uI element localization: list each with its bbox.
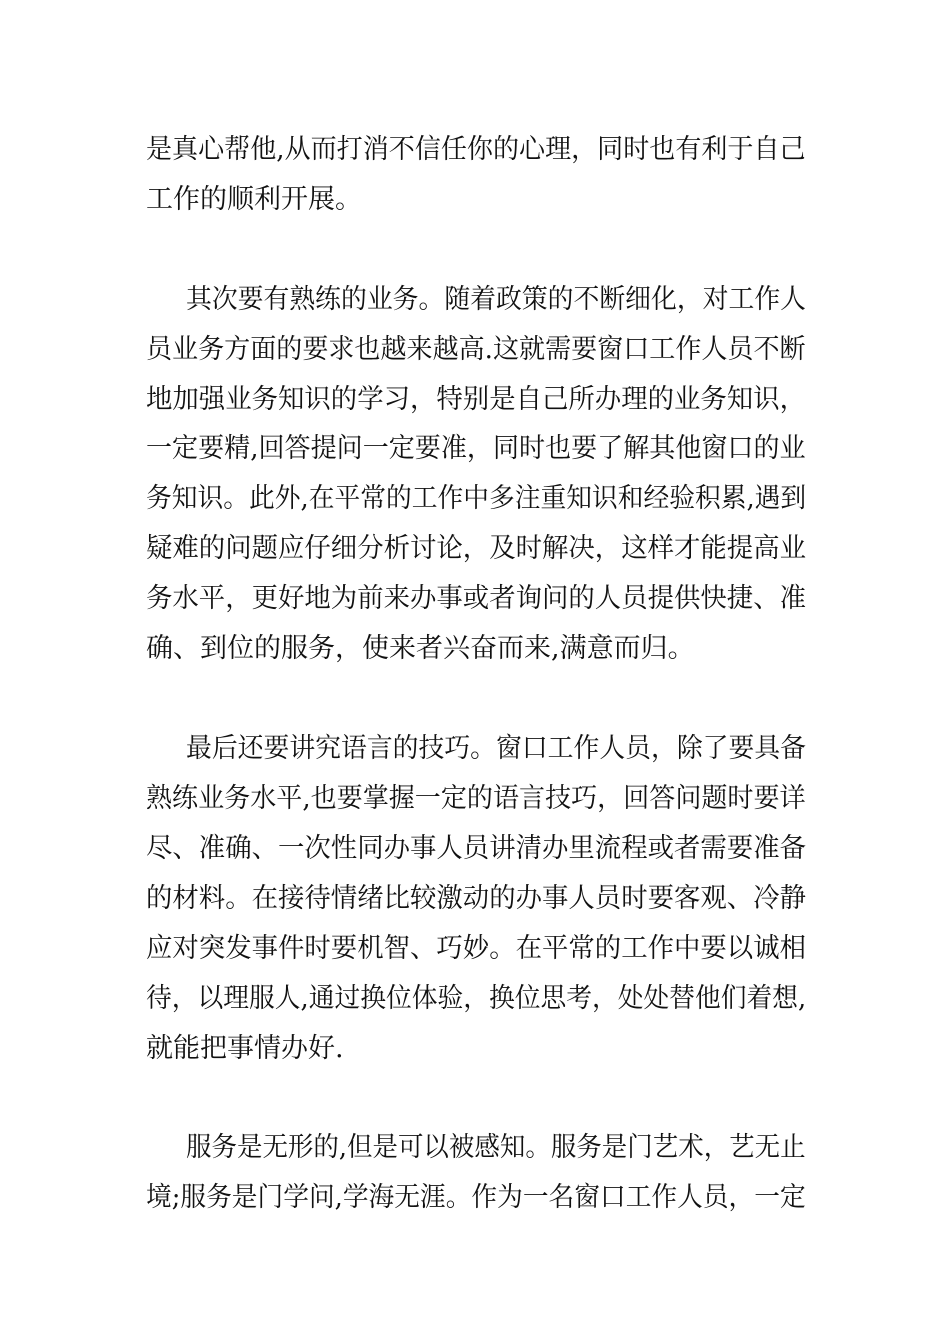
text-line: 其次要有熟练的业务。随着政策的不断细化，对工作人: [186, 284, 807, 315]
text-line: 境;服务是门学问,学海无涯。作为一名窗口工作人员，一定: [146, 1182, 806, 1213]
text-line: 就能把事情办好.: [146, 1033, 344, 1064]
text-line: 地加强业务知识的学习，特别是自己所办理的业务知识，: [146, 384, 807, 415]
text-line: 一定要精,回答提问一定要准，同时也要了解其他窗口的业: [146, 433, 806, 464]
text-line: 疑难的问题应仔细分析讨论，及时解决，这样才能提高业: [146, 533, 807, 564]
text-line: 服务是无形的,但是可以被感知。服务是门艺术，艺无止: [186, 1132, 806, 1163]
text-line: 应对突发事件时要机智、巧妙。在平常的工作中要以诚相: [146, 933, 807, 964]
text-line: 最后还要讲究语言的技巧。窗口工作人员，除了要具备: [186, 733, 807, 764]
text-line: 员业务方面的要求也越来越高.这就需要窗口工作人员不断: [146, 334, 806, 365]
text-line: 熟练业务水平,也要掌握一定的语言技巧，回答问题时要详: [146, 783, 806, 814]
text-line: 尽、准确、一次性同办事人员讲清办里流程或者需要准备: [146, 833, 807, 864]
text-line: 工作的顺利开展。: [146, 184, 362, 215]
text-line: 的材料。在接待情绪比较激动的办事人员时要客观、冷静: [146, 883, 807, 914]
text-line: 确、到位的服务，使来者兴奋而来,满意而归。: [146, 633, 695, 664]
text-line: 待，以理服人,通过换位体验，换位思考，处处替他们着想,: [146, 983, 807, 1014]
text-line: 是真心帮他,从而打消不信任你的心理，同时也有利于自己: [146, 134, 806, 165]
text-line: 务知识。此外,在平常的工作中多注重知识和经验积累,遇到: [146, 483, 807, 514]
text-line: 务水平，更好地为前来办事或者询问的人员提供快捷、准: [146, 583, 807, 614]
